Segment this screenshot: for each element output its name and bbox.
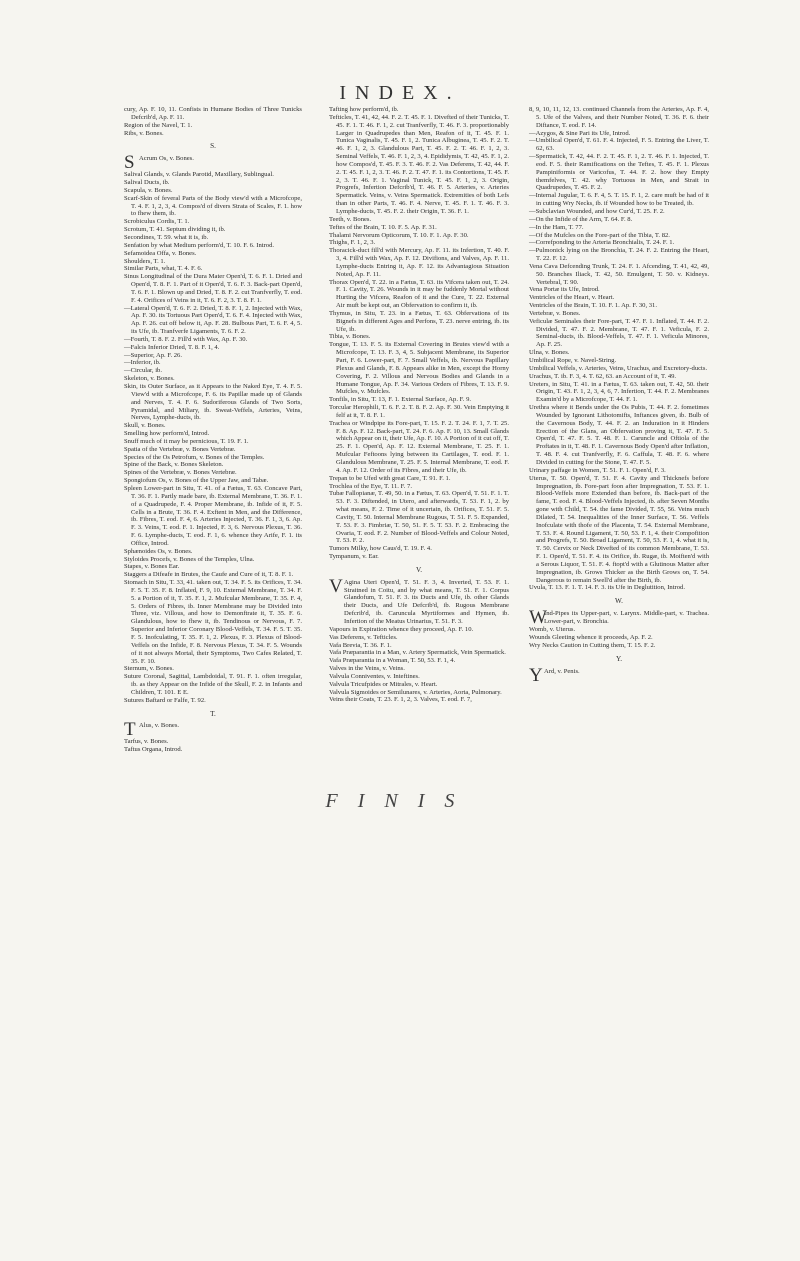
index-entry: Urachus, T. ib. F. 3, 4. T. 62, 63. an Account of it, T. 49. (529, 372, 677, 380)
index-entry: Tibia, v. Bones. (329, 333, 371, 341)
index-entry: —Pulmonick lying on the Bronchia, T. 24. F. 2. Entring the Heart, T. 22. F. 12. (529, 247, 709, 263)
index-entry: Suture Coronal, Sagittal, Lambdoidal, T. 91. F. 1. often irregular, ib. as they Appear on the Infide of the Skull, F. 2. in Infants and Children, T. 101. E E. (124, 673, 302, 696)
entry-text: Alus, v. Bones. (139, 722, 180, 730)
index-entry: —Falcis Inferior Dried, T. 8. F. 1, 4. (124, 343, 220, 351)
finis-text: FINIS (325, 790, 475, 812)
index-entry: Vertebræ, v. Bones. (529, 309, 581, 317)
index-entry: Vafa Brevia, T. 36. F. 1. (329, 641, 392, 649)
index-column-3 (529, 106, 709, 684)
entries-group-r (124, 106, 302, 137)
index-entry: Sternum, v. Bones. (124, 665, 174, 673)
index-entry: Snuff much of it may be pernicious, T. 19. F. 1. (124, 437, 249, 445)
index-entry: Thymus, in Situ, T. 23. in a Fætus, T. 63. Obfervations of its Bignefs in different Ages and Perfons, T. 23. nerve entring, ib. its Ufe, ib. (329, 309, 509, 333)
index-entry: Vena Portæ its Ufe, Introd. (529, 286, 600, 294)
index-entry: Sphænoides Os, v. Bones. (124, 547, 193, 555)
index-entry: Ventricles of the Heart, v. Heart. (529, 294, 615, 302)
index-entry: Vafa Præparantia in a Woman, T. 50, 53. F. 1, 4. (329, 657, 456, 665)
index-entry: Stomach in Situ, T. 33, 41. taken out, T. 34. F. 5. its Orifices, T. 34. F. 5. T. 35. F. 8. Inflated, F. 9, 10. External Membrane, T. 34. F. 5. a Portion of it, T. 35. F. 1, 2. Mufcular Membrane, T. 35. F. 4, 5. Orders of Fibres, ib. Inner Membrane may be Divided into Three, viz. Villous, and how to Demonftrate it, T. 35. F. 6. Glandulous, how to fhew it, ib. Tendinous or Nervous, F. 7. Superior and Inferior Coronary Blood-Veffels, T. 34. F. 5. T. 35. F. 5. Inofculating, T. 35. F. 1, 2. Plexus, F. 3. Plexus of Blood-Veffels on the Infide, F. 8. Nervous Plexus, T. 34. F. 5. Wounds of it not always Mortal, their Symptoms, Two Cafes Related, T. 35. F. 10. (124, 579, 302, 665)
section-heading-w: W. (615, 597, 623, 606)
index-entry: Veins their Coats, T. 23. F. 1, 2, 3. Valves, T. eod. F. 7, (329, 696, 472, 704)
index-entry: —Circular, ib. (124, 367, 163, 375)
index-entry: Vena Cava Defcending Trunk, T. 24. F. 1. Afcending, T. 41, 42, 49, 50. Branches Iliack, T. 42, 50. Emulgent, T. 50. v. Kidneys. Vertebral, T. 90. (529, 262, 709, 286)
index-entry: Staggers a Difeafe in Brutes, the Caufe and Cure of it, T. 8. F. 1. (124, 571, 294, 579)
index-entry: Similar Parts, what, T. 4. F. 6. (124, 265, 203, 273)
index-entry: Thoracick-duct fill'd with Mercury, Ap. F. 11. its Infertion, T. 40. F. 3, 4. Fill'd with Wax, Ap. F. 12. Divifions, and Valves, Ap. F. 11. Lymphe-ducts Entring it, Ap. F. 12. its Advantagious Situation Noted, Ap. F. 11. (329, 247, 509, 278)
dropcap-letter-v: V (329, 575, 343, 597)
index-entry: Trochlea of the Eye, T. 11. F. 7. (329, 482, 412, 490)
dropcap-entry-y (529, 664, 709, 686)
index-entry: Tarfus, v. Bones. (124, 738, 169, 746)
entries-group-t (124, 738, 302, 754)
dropcap-entry-s (124, 152, 302, 174)
index-entry: Spatia of the Vertebræ, v. Bones Vertebræ. (124, 445, 236, 453)
dropcap-letter-t: T (124, 719, 136, 741)
index-entry: Smelling how perform'd, Introd. (124, 430, 210, 438)
index-entry: Scrobiculus Cordis, T. 1. (124, 218, 190, 226)
index-entry: —Of the Mufcles on the Fore-part of the Tibia, T. 82. (529, 231, 670, 239)
dropcap-letter-y: Y (529, 664, 543, 686)
index-entry: Torcular Herophili, T. 6. F. 2. T. 8. F. 2. Ap. F. 30. Vein Emptying it felf at it, T. 8. F. 1. (329, 404, 509, 419)
section-heading-y: Y. (615, 654, 623, 663)
index-entry: Styloides Procefs, v. Bones of the Temples, Ulna. (124, 555, 255, 563)
index-entry: —Subclavian Wounded, and how Cur'd, T. 25. F. 2. (529, 207, 665, 215)
index-entry: —Spermatick, T. 42, 44. F. 2. T. 45. F. 1, 2. T. 46. F. 1. Injected, T. eod. F. 5. their Ramifications on the Teftes, T. 45. F. 1. Plexus Pampiniformis or Varicofus, T. 44. F. 2. how they Empty themfelves, T. 42. why Tortuous in Men, and Strait in Quadrupedes, T. 45. F. 2. (529, 153, 709, 192)
entry-text: Acrum Os, v. Bones. (139, 155, 194, 163)
index-entry: Teeth, v. Bones. (329, 215, 372, 223)
index-entry: Sefamoidea Offa, v. Bones. (124, 249, 197, 257)
index-entry: Tefticles, T. 41, 42, 44. F. 2. T. 45. F. 1. Divefted of their Tunicks, T. 45. F. 1. T. 46. F. 1, 2. cut Tranfverfly, T. 46. F. 3. proportionably Larger in Quadrupedes than Men, Reafon of it, T. 45. F. 1. Tunica Vaginalis, T. 45. F. 1, 2. Tunica Albuginea, T. 45. F. 2. T. 46. F. 1, 2, 3. Glandulous Part, T. 45. F. 2. T. 46. F. 1, 2, 3. Seminal Veffels, T. 46. F. 1, 2, 3, 4. Epididymis, T. 42, 45. F. 1, 2. how Compos'd, T. 45. F. 3. T. 46. F. 2. Vas Deferens, T. 42, 44. F. 2. T. 45. F. 1, 2, 3. T. 46. F. 2. T. 47. F. 1. its Contortions, T. 45. F. 2, 3. T. 46. F. 1. Vaginal Tunick, T. 45. F. 1, 2, 3. Origin, Progrefs, Infertion Defcrib'd, T. 46. F. 5. Arteries, v. Arteries Spermatick. Veins, v. Veins Spermatick. Extremities of both Lefs than in other Parts, T. 46. F. 4. Nerve, T. 45. F. 1. T. 46. F. 3. Lymphe-ducts, T. 45. F. 2. their Origin, T. 36. F. 1. (329, 113, 509, 215)
index-entry: Uterus, T. 50. Open'd, T. 51. F. 4. Cavity and Thicknefs before Impregnation, ib. Fore-part foon after Impregnation, T. 53. F. 1. Blood-Veffels more Extended than before, ib. Back-part of the fame, T. eod. F. 4. Blood-Veffels Injected, ib. after Seven Months gone with Child, T. 54. the fame Divided, T. 55, 56. Veins much Dilated, T. 54. Inequalities of the Inner Surface, T. 56. Veffels Inofculate with thofe of the Placenta, T. 54. External Membrane, T. 53. F. 4. Round Ligament, T. 50, 53. F. 1, 4. their Compofition and Progrefs, T. 50. Broad Ligament, T. 50, 53. F. 1, 4. what it is, T. 50. Cervix or Neck Divefted of its common Membrane, T. 53. F. 1. Open'd, T. 51. F. 4. its Orifice, ib. Rugæ, ib. Moiften'd with a Serous Liquor, T. 51. F. 4. ftopt'd with a Glutinous Matter after Impregnation, ib. Grows Thicker as the Birth Grows on, T. 54. Dangerous to remain Swell'd after the Birth, ib. (529, 474, 709, 584)
index-entry: —On the Infide of the Arm, T. 64. F. 8. (529, 215, 633, 223)
index-entry: Sinus Longitudinal of the Dura Mater Open'd, T. 6. F. 1. Dried and Open'd, T. 8. F. 1. Part of it Open'd, T. 6. F. 3. Back-part Open'd, T. 6. F. 1. Blown up and Dried, T. 8. F. 2. cut Tranfverfly, T. eod. F. 4. Orifices of Veins in it, T. 6. F. 2, 3. T. 8. F. 1. (124, 273, 302, 304)
index-entry: Uvula, T. 13. F. 1. T. 14. F. 3. its Ufe in Deglutition, Introd. (529, 584, 685, 592)
index-entry: Skull, v. Bones. (124, 422, 166, 430)
index-entry: Tympanum, v. Ear. (329, 553, 379, 561)
index-entry: Scarf-Skin of feveral Parts of the Body view'd with a Microfcope, T. 4. F. 1, 2, 3, 4. Compos'd of divers Strata of Scales, F. 1. how to fhew them, ib. (124, 194, 302, 218)
index-entry: 8, 9, 10, 11, 12, 13. continued Channels from the Arteries, Ap. F. 4, 5. Ufe of the Valves, and their Number Noted, T. 36. F. 6. their Diftance, T. eod. F. 14. (529, 106, 709, 129)
index-entry: Valvula Tricufpides or Mitrales, v. Heart. (329, 680, 438, 688)
dropcap-entry-w (529, 607, 709, 629)
index-entry: —Azygos, & Sine Pari its Ufe, Introd. (529, 129, 631, 137)
index-entry: Tubæ Fallopianæ, T. 49, 50. in a Fætus, T. 63. Open'd, T. 51. F. 1. T. 53. F. 3. Diftended, in Utero, and afterwards, T. 53. F. 1, 2. by what means, F. 2. Time of it uncertain, ib. Orifices, T. 51. F. 5. Cavity, T. 50. Internal Membrane Rugous, T. 51. F. 5. Expanded, T. 53. F. 3. Fimbriæ, T. 50, 51. F. 5. T. 53. F. 2. Embracing the Ovaria, T. eod. F. 2. Number of Blood-Veffels and Colour Noted, T. 53. F. 2. (329, 490, 509, 545)
entries-group-v-cont (529, 106, 709, 592)
entries-group-w (529, 626, 709, 650)
index-entry: Stapes, v. Bones Ear. (124, 563, 180, 571)
index-entry: Wounds Gleeting whence it proceeds, Ap. F. 2. (529, 634, 653, 641)
dropcap-letter-s: S (124, 152, 135, 174)
index-entry: Trachea or Windpipe its Fore-part, T. 15. F. 2. T. 24. F. 1, 7. T. 25. F. 8. Ap. F. 12. Back-part, T. 24. F. 6. Ap. F. 10, 13. Small Glands which Appear on it, their Ufe, Ap. F. 10. A Portion of it cut off, T. 25. F. 1. Open'd, Ap. F. 12. External Membrane, T. 25. F. 1. Mufcular Feftoons lying between its Cartilages, T. eod. F. 1. Glandulous Membrane, T. 25. F. 5. Internal Membrane, T. eod. F. 4. Ap. F. 12. Order of its Fibres, and their Ufe, ib. (329, 419, 509, 474)
index-entry: Spongiofum Os, v. Bones of the Upper Jaw, and Tabæ. (124, 477, 269, 485)
entry-text: Agina Uteri Open'd, T. 51. F. 3, 4. Inverted, T. 53. F. 1. Straitned in Coitu, and by what means, T. 51. F. 1. Corpus Glandofum, T. 51. F. 3. its Ducts and Ufe, ib. other Glands their Ducts, and Ufe Defcrib'd, ib. Rugous Membrane Defcrib'd, ib. Caruncula Myrtiformes and Hymen, ib. Infertion of the Meatus Urinarius, T. 51. F. 3. (344, 578, 509, 625)
index-entry: Valvula Sigmoides or Semilunares, v. Arteries, Aorta, Pulmonary. (329, 688, 502, 696)
index-column-1 (124, 106, 302, 754)
section-heading-s: S. (210, 142, 216, 151)
entries-group-s (124, 171, 302, 704)
index-entry: Thalami Nervorum Opticorum, T. 10. F. 1. Ap. F. 30. (329, 231, 469, 239)
index-entry: —Correfponding to the Arteria Bronchialis, T. 24. F. 1. (529, 239, 675, 247)
index-entry: Spine of the Back, v. Bones Skeleton. (124, 461, 224, 469)
index-entry: —Umbilical Open'd, T. 61. F. 4. Injected, F. 5. Entring the Liver, T. 62, 63. (529, 137, 709, 153)
index-entry: —Inferior, ib. (124, 359, 161, 367)
index-entry: —Internal Jugular, T. 6. F. 4, 5. T. 15. F. 1, 2. care muft be had of it in cutting Wry Necks, ib. if Wounded how to be Treated, ib. (529, 192, 709, 208)
index-entry: Vapours in Expiration whence they proceed, Ap. F. 10. (329, 625, 474, 633)
index-entry: Skin, its Outer Surface, as it Appears to the Naked Eye, T. 4. F. 5. View'd with a Microfcope, F. 6. its Papillæ made up of Glands and Nerves, T. 4. F. 6. Sudoriferous Glands of Two Sorts, Pyramidal, and Miliary, ib. Sweat-Veffels, Arteries, Veins, Nerves, Lymphe-ducts, ib. (124, 383, 302, 422)
index-entry: Thighs, F. 1, 2, 3. (329, 239, 376, 247)
index-entry: Umbilical Veffels, v. Arteries, Veins, Urachus, and Excretory-ducts. (529, 364, 708, 372)
index-entry: Taftus Organa, Introd. (124, 746, 183, 754)
index-entry: Scapula, v. Bones. (124, 186, 173, 194)
index-entry: Ureters, in Situ, T. 41. in a Fætus, T. 63. taken out, T. 42, 50. their Origin, T. 43. F. 1, 2, 3, 4, 6, 7. Infertion, T. 44. F. 2. Membranes Examin'd by a Microfcope, T. 44. F. 1. (529, 380, 709, 404)
entry-text: Ind-Pipes its Upper-part, v. Larynx. Middle-part, v. Trachea. Lower-part, v. Bronchia. (544, 610, 709, 625)
index-entry: —In the Ham, T. 77. (529, 223, 584, 231)
dropcap-entry-t (124, 719, 302, 741)
index-entry: Ulna, v. Bones. (529, 349, 570, 357)
page-title: INDEX. (339, 82, 461, 104)
index-entry: Salival Ducts, ib. (124, 179, 170, 187)
index-entry: Tonfils, in Situ, T. 13, F. 1. External Surface, Ap. F. 9. (329, 396, 472, 404)
index-entry: Womb, v. Uterus. (529, 626, 576, 634)
index-entry: Umbilical Rope, v. Navel-String. (529, 357, 617, 364)
index-entry: Tumors Milky, how Caus'd, T. 19. F. 4. (329, 545, 432, 553)
index-entry: Shoulders, T. 1. (124, 257, 166, 265)
index-entry: Urinary paffage in Women, T. 51. F. 1. Open'd, F. 3. (529, 466, 666, 474)
index-entry: Tongue, T. 13. F. 5. its External Covering in Brutes view'd with a Microfcope, T. 13. F. 3, 4, 5. Subjacent Membrane, its Superior Part, F. 6. Lower-part, F. 7. Small Veffels, ib. Nervous Papillary Plexus and Glands, F. 8. Appears alike in Men, except the Horny Covering, F. 2. Villous and Nervous Bodies and Glands in a Humane Tongue, Ap. F. 34. Various Orders of Fibres, T. 13. F. 9. Mufcles, v. Mufcles. (329, 341, 509, 396)
entries-group-v (329, 626, 509, 704)
index-entry: Wry Necks Caution in Cutting them, T. 15. F. 2. (529, 641, 656, 649)
index-entry: Sutures Baftard or Falfe, T. 92. (124, 696, 206, 704)
index-entry: cury, Ap. F. 10, 11. Confists in Humane Bodies of Three Tunicks Defcrib'd, Ap. F. 11. (124, 106, 302, 121)
index-entry: Region of the Navel, T. 1. (124, 121, 193, 129)
index-column-2 (329, 106, 509, 704)
index-entry: Salival Glands, v. Glands Parotid, Maxillary, Sublingual. (124, 171, 274, 179)
index-entry: Tafting how perform'd, ib. (329, 106, 399, 113)
section-heading-v: V. (415, 565, 423, 574)
entry-text: Ard, v. Penis. (544, 667, 580, 675)
index-entry: Thorax Open'd, T. 22. in a Fætus, T. 63. its Vifcera taken out, T. 24. F. 1. Cavity, T. 26. Wounds in it may be fuddenly Mortal without Hurting the Vifcera, Reafon of it and the Cure, T. 22. External Air muft be kept out, an Obfervation to confirm it, ib. (329, 278, 509, 310)
dropcap-entry-v (329, 575, 509, 626)
section-heading-t: T. (210, 709, 216, 718)
index-entry: —Fourth, T. 8. F. 2. Fill'd with Wax, Ap. F. 30. (124, 335, 248, 343)
index-entry: Spines of the Vertebræ, v. Bones Vertebræ. (124, 469, 237, 477)
index-entry: Vas Deferens, v. Tefticles. (329, 633, 398, 641)
index-entry: Valvula Conniventes, v. Inteftines. (329, 672, 420, 680)
index-entry: —Lateral Open'd, T. 6. F. 2. Dried, T. 8. F. 1, 2. Injected with Wax, Ap. F. 30. its Tortuous Part Open'd, T. 6. F. 4. Injected with Wax, Ap. F. 26. cut off below it, Ap. F. 28. Bulbous Part, T. 6. F. 4, 5. its Ufe, ib. Tranfverfe Ligaments, T. 6. F. 2. (124, 304, 302, 336)
index-entry: Skeleton, v. Bones. (124, 375, 175, 383)
index-entry: Trepan to be Ufed with great Care, T. 91. F. 1. (329, 474, 451, 482)
index-entry: Vafa Præparantia in a Man, v. Artery Spermatick, Vein Spermatick. (329, 649, 506, 657)
index-entry: Ventricles of the Brain, T. 10. F. 1. Ap. F. 30, 31. (529, 302, 657, 310)
index-entry: Species of the Os Petrofum, v. Bones of the Temples. (124, 453, 265, 461)
entries-group-t-cont (329, 106, 509, 561)
index-entry: Secondines, T. 59. what it is, ib. (124, 233, 209, 241)
dropcap-letter-w: W (529, 607, 547, 629)
index-entry: —Superior, Ap. F. 26. (124, 351, 183, 359)
index-entry: Urethra where it Bends under the Os Pubis, T. 44. F. 2. fometimes Wounded by Ignorant Lithotomifts, Inftances given, ib. Bulb of the Cavernous Body, T. 44. F. 2. an Induration in it Hinders Erection of the Glans, an Obfervation proving it, T. 47. F. 5. Open'd, T. 47. F. 5. T. 48. F. 1. Caruncle and Oftiola of the Proftates in it, T. 48. F. 1. Cavernous Body Open'd after Inflation, T. 48. F. 4. cut Tranfverfly, F. 6. Caffula, T. 48. F. 6. where Divided in cutting for the Stone, T. 47. F. 5. (529, 404, 709, 466)
index-entry: Scrotum, T. 41. Septum dividing it, ib. (124, 226, 226, 234)
index-entry: Ribs, v. Bones. (124, 129, 164, 137)
index-entry: Senfation by what Medium perform'd, T. 10. F. 6. Introd. (124, 241, 275, 249)
index-entry: Veficulæ Seminales their Fore-part, T. 47. F. 1. Inflated, T. 44. F. 2. Divided, T. 47. F. 2. Membrane, T. 47. F. 1. Veficula, F. 2. Seminal-ducts, ib. Blood-Veffels, T. 47. F. 1. Veficula Minores, Ap. F. 25. (529, 317, 709, 349)
index-entry: Teftes of the Brain, T. 10. F. 5. Ap. F. 31. (329, 223, 437, 231)
index-entry: Valves in the Veins, v. Veins. (329, 665, 405, 673)
index-entry: Spleen Lower-part in Situ, T. 41. of a Fætus, T. 63. Concave Part, T. 36. F. 1. Partly made bare, ib. External Membrane, T. 36. F. 1. of a Quadrupede, F. 4. Proper Membrane, ib. Infide of it, F. 5. Cells in a Brute, T. 36. F. 4. Exftent in Men, and the Difference, ib. Fibres, T. eod. F. 4, 6. Arteries Injected, T. 36. F. 1, 3, 6. Ap. F. 3. Veins, T. eod. F. 1. Injected, F. 3, 6. Nervous Plexus, T. 36. F. 6. Lymphe-ducts, T. eod. F. 1, 6. whence they Arife, F. 1. its Office, Introd. (124, 484, 302, 547)
